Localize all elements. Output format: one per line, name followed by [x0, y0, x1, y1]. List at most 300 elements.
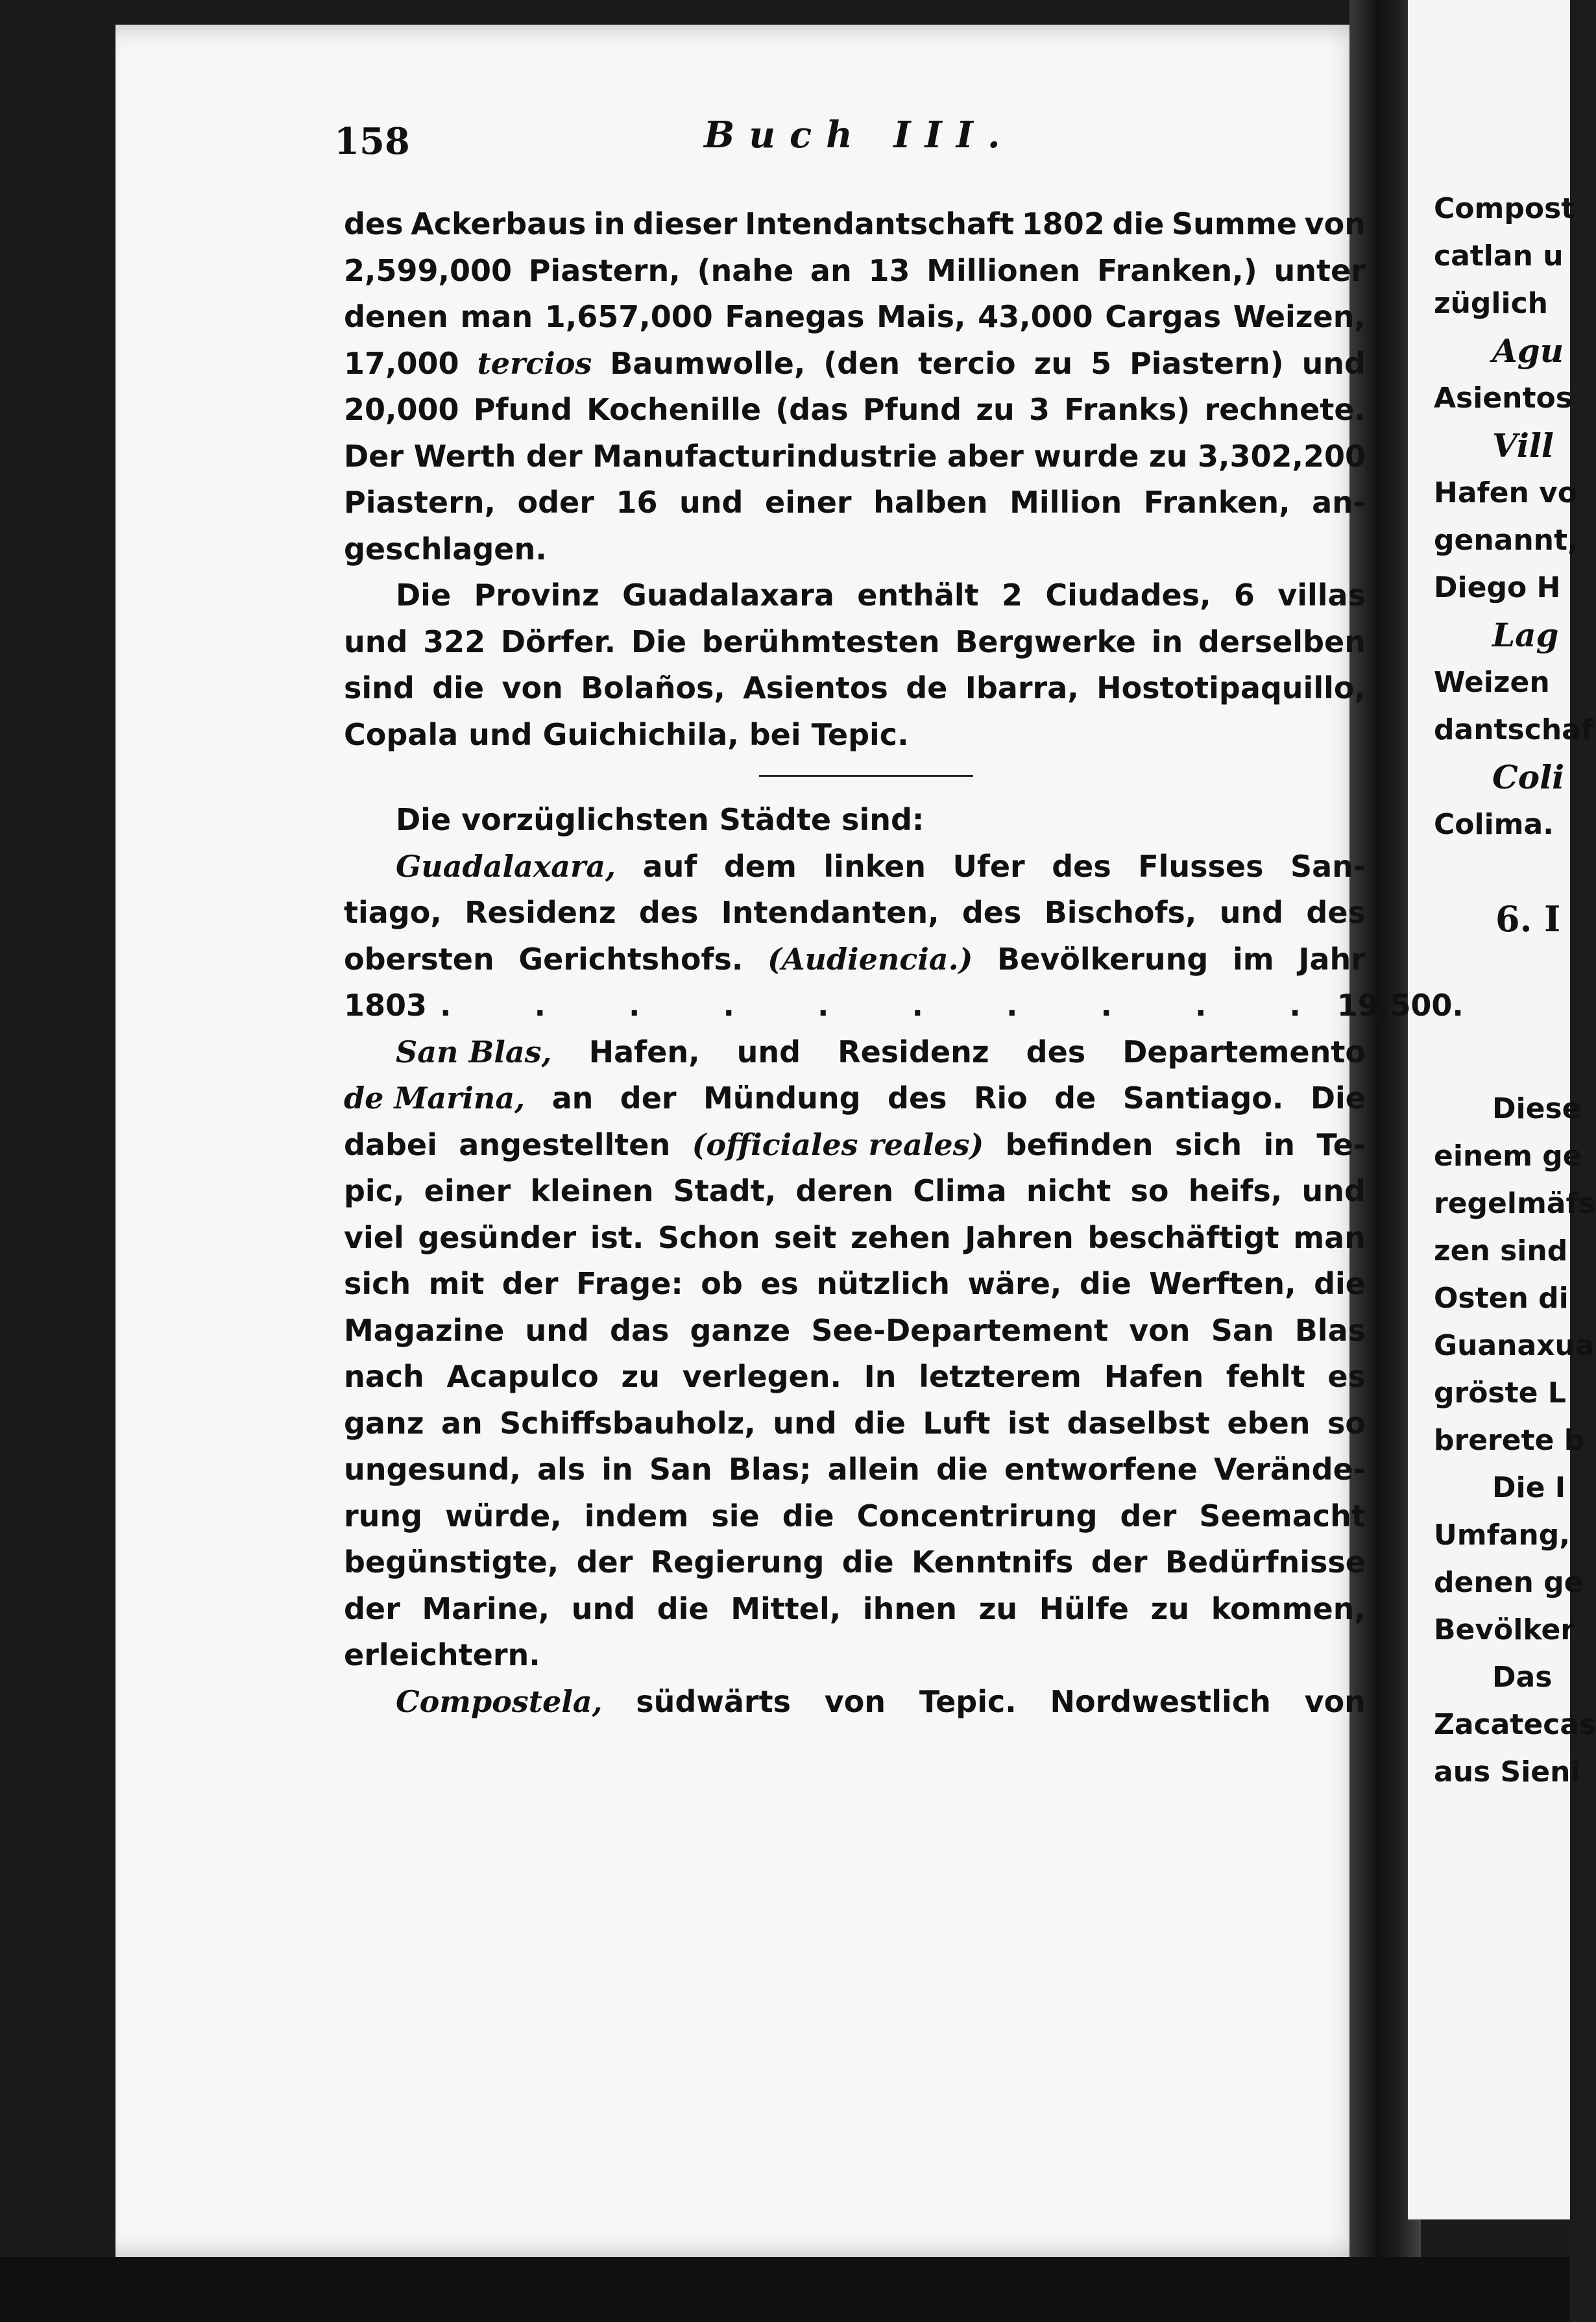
- word: Piastern,: [528, 252, 681, 288]
- word: de Marina,: [344, 1081, 526, 1116]
- word: Ufer: [952, 848, 1025, 884]
- text-line: erleichtern.: [344, 1637, 540, 1672]
- word: 2: [1002, 578, 1023, 613]
- text-line: [344, 201, 1366, 248]
- word: (nahe: [697, 252, 794, 288]
- word: auf: [642, 848, 697, 884]
- word: oder: [517, 485, 594, 520]
- place-name: San Blas,: [396, 1034, 552, 1069]
- right-text-line: Guanaxua: [1434, 1329, 1595, 1362]
- right-text-line: Osten di: [1434, 1282, 1569, 1315]
- word: die: [1314, 1266, 1366, 1301]
- right-text-line: Compost: [1434, 192, 1575, 225]
- text-line: [344, 572, 1366, 619]
- word: (Audiencia.): [768, 941, 973, 977]
- word: Bischofs,: [1044, 895, 1197, 930]
- word: Flusses: [1138, 848, 1264, 884]
- word: man: [1293, 1219, 1366, 1255]
- word: seit: [774, 1219, 837, 1255]
- right-text-line: catlan u: [1434, 239, 1564, 273]
- place-name: Compostela,: [396, 1683, 603, 1719]
- word: Dörfer.: [500, 624, 616, 659]
- word: sind: [344, 670, 415, 705]
- word: ob: [701, 1266, 743, 1301]
- text-line: [344, 248, 1366, 295]
- word: zehen: [850, 1219, 951, 1255]
- word: Ackerbaus: [411, 206, 586, 241]
- word: sich: [1174, 1127, 1242, 1162]
- word: Jahr: [1298, 941, 1366, 977]
- word: Blas: [1294, 1312, 1366, 1348]
- word: Santiago.: [1122, 1081, 1284, 1116]
- word: Franks): [1064, 392, 1191, 427]
- word: letzterem: [919, 1359, 1082, 1394]
- word: indem: [584, 1498, 689, 1534]
- word: des: [961, 895, 1022, 930]
- word: des: [888, 1081, 947, 1116]
- word: Hülfe: [1039, 1591, 1129, 1626]
- word: der: [344, 1591, 400, 1626]
- word: an: [810, 252, 852, 288]
- word: Mais,: [877, 299, 966, 334]
- word: und: [1219, 895, 1284, 930]
- word: Baumwolle,: [610, 345, 806, 381]
- word: der: [1091, 1545, 1148, 1580]
- word: heifs,: [1188, 1173, 1283, 1208]
- word: Hafen: [1104, 1359, 1204, 1394]
- text-line: geschlagen.: [344, 531, 547, 567]
- word: Luft: [923, 1405, 991, 1441]
- word: Asientos: [743, 670, 888, 705]
- word: in: [1151, 624, 1183, 659]
- word: beschäftigt: [1087, 1219, 1279, 1255]
- text-line: [344, 1029, 1366, 1076]
- word: aber: [947, 438, 1024, 474]
- word: begünstigte,: [344, 1545, 559, 1580]
- word: Frage:: [576, 1266, 683, 1301]
- word: Guadalaxara: [622, 578, 834, 613]
- word: 20,000: [344, 392, 459, 427]
- word: wäre,: [967, 1266, 1062, 1301]
- word: Manufacturindustrie: [592, 438, 937, 474]
- page-header: [334, 114, 1369, 178]
- right-text-line: zen sind: [1434, 1234, 1568, 1267]
- word: deren: [795, 1173, 894, 1208]
- word: der: [620, 1081, 677, 1116]
- word: wurde: [1034, 438, 1139, 474]
- word: rechnete.: [1204, 392, 1366, 427]
- word: Millionen: [926, 252, 1081, 288]
- word: 17,000: [344, 345, 459, 381]
- word: Verände-: [1213, 1452, 1366, 1487]
- word: Rio: [973, 1081, 1028, 1116]
- word: Schon: [657, 1219, 760, 1255]
- word: 13: [868, 252, 910, 288]
- word: die: [432, 670, 485, 705]
- word: und: [1301, 1173, 1366, 1208]
- word: der: [502, 1266, 559, 1301]
- right-text-line: Lag: [1492, 616, 1559, 654]
- text-line: [344, 1261, 1366, 1308]
- right-text-line: denen ge: [1434, 1566, 1584, 1599]
- word: Piastern): [1130, 345, 1284, 381]
- word: der: [526, 438, 583, 474]
- page-number: 158: [334, 120, 410, 163]
- word: eben: [1227, 1405, 1311, 1441]
- word: von: [824, 1683, 886, 1719]
- word: berühmtesten: [701, 624, 940, 659]
- word: die: [936, 1452, 988, 1487]
- right-text-line: Colima.: [1434, 808, 1554, 841]
- word: Stadt,: [673, 1173, 777, 1208]
- word: Te-: [1316, 1127, 1366, 1162]
- right-text-line: [1434, 848, 1590, 896]
- word: Ciudades,: [1045, 578, 1211, 613]
- word: das: [610, 1312, 670, 1348]
- word: 43,000: [978, 299, 1093, 334]
- word: In: [864, 1359, 897, 1394]
- word: die: [1079, 1266, 1131, 1301]
- word: der: [576, 1545, 633, 1580]
- word: ungesund,: [344, 1452, 521, 1487]
- text-line: [344, 890, 1366, 936]
- word: 1,657,000: [544, 299, 713, 334]
- right-text-line: Diego H: [1434, 571, 1561, 604]
- entry-guadalaxara: [344, 844, 1366, 983]
- text-line: [344, 1354, 1366, 1400]
- word: nach: [344, 1359, 424, 1394]
- right-text-line: Diese: [1492, 1092, 1582, 1125]
- word: an-: [1312, 485, 1366, 520]
- text-line: [344, 1447, 1366, 1493]
- word: Ibarra,: [965, 670, 1079, 705]
- word: Clima: [913, 1173, 1007, 1208]
- word: die: [854, 1405, 906, 1441]
- word: Blas;: [728, 1452, 812, 1487]
- paragraph-province: [344, 572, 1366, 712]
- right-text-line: Die I: [1492, 1471, 1566, 1504]
- right-text-line: Weizen: [1434, 666, 1550, 699]
- right-text-line: Bevölker: [1434, 1613, 1575, 1646]
- word: von: [502, 670, 563, 705]
- word: Marine,: [422, 1591, 550, 1626]
- text-line: [344, 665, 1366, 712]
- word: villas: [1277, 578, 1366, 613]
- place-name: Guadalaxara,: [396, 848, 616, 884]
- paragraph-agriculture: [344, 201, 1366, 526]
- word: und: [773, 1405, 837, 1441]
- word: de: [1054, 1081, 1096, 1116]
- right-text-line: aus Sieni: [1434, 1755, 1580, 1789]
- right-text-line: 6. I: [1495, 898, 1561, 940]
- text-line: [344, 1539, 1366, 1586]
- word: südwärts: [636, 1683, 791, 1719]
- word: an: [551, 1081, 594, 1116]
- right-text-line: brerete b: [1434, 1424, 1585, 1457]
- word: tiago,: [344, 895, 442, 930]
- word: Gerichtshofs.: [518, 941, 744, 977]
- word: Die: [396, 578, 452, 613]
- word: die: [782, 1498, 834, 1534]
- word: Cargas: [1105, 299, 1222, 334]
- word: (das: [775, 392, 849, 427]
- population-year: 1803: [344, 988, 428, 1023]
- word: zu: [1150, 1591, 1190, 1626]
- word: Fanegas: [725, 299, 865, 334]
- word: Residenz: [465, 895, 616, 930]
- word: in: [601, 1452, 633, 1487]
- right-text-line: [1434, 943, 1590, 990]
- word: Franken,: [1143, 485, 1290, 520]
- word: und: [679, 485, 744, 520]
- word: ganz: [344, 1405, 424, 1441]
- word: des: [638, 895, 699, 930]
- word: sie: [711, 1498, 760, 1534]
- word: Acapulco: [446, 1359, 599, 1394]
- word: Kochenille: [586, 392, 762, 427]
- word: Bedürfnisse: [1165, 1545, 1366, 1580]
- word: und: [736, 1034, 801, 1069]
- right-text-line: gröste L: [1434, 1376, 1566, 1410]
- text-line: Copala und Guichichila, bei Tepic.: [344, 716, 909, 752]
- text-line: [344, 341, 1366, 387]
- word: einer: [765, 485, 852, 520]
- word: zu: [1148, 438, 1188, 474]
- population-row: [344, 983, 1464, 1029]
- word: tercios: [477, 345, 592, 381]
- word: befinden: [1005, 1127, 1154, 1162]
- word: 2,599,000: [344, 252, 512, 288]
- right-page-text: [1434, 185, 1596, 1796]
- word: 5: [1091, 345, 1112, 381]
- word: kleinen: [530, 1173, 654, 1208]
- word: 1802: [1021, 206, 1105, 241]
- word: und: [1301, 345, 1366, 381]
- word: und: [571, 1591, 636, 1626]
- word: Nordwestlich: [1050, 1683, 1271, 1719]
- text-line: [344, 619, 1366, 666]
- word: Kenntnifs: [911, 1545, 1074, 1580]
- word: es: [1327, 1359, 1366, 1394]
- word: im: [1232, 941, 1274, 977]
- text-line: [344, 1308, 1366, 1354]
- word: gesünder: [418, 1219, 577, 1255]
- word: Summe: [1172, 206, 1297, 241]
- word: so: [1327, 1405, 1366, 1441]
- right-text-line: [1434, 1038, 1590, 1085]
- right-text-line: Asientos: [1434, 382, 1573, 415]
- word: Departemento: [1122, 1034, 1366, 1069]
- word: Regierung: [650, 1545, 825, 1580]
- word: Die: [1310, 1081, 1366, 1116]
- word: viel: [344, 1219, 404, 1255]
- right-text-line: regelmäfs: [1434, 1187, 1595, 1220]
- word: Bergwerke: [955, 624, 1136, 659]
- word: Pfund: [862, 392, 962, 427]
- word: Die: [631, 624, 687, 659]
- word: sich: [344, 1266, 411, 1301]
- word: daselbst: [1067, 1405, 1211, 1441]
- word: des: [344, 206, 404, 241]
- word: 3: [1029, 392, 1050, 427]
- word: 3,302,200: [1197, 438, 1366, 474]
- word: als: [537, 1452, 586, 1487]
- word: Tepic.: [919, 1683, 1017, 1719]
- word: enthält: [857, 578, 979, 613]
- word: mit: [428, 1266, 485, 1301]
- word: und: [344, 624, 408, 659]
- right-text-line: dantschaf: [1434, 713, 1593, 746]
- cities-heading: Die vorzüglichsten Städte sind:: [396, 802, 925, 837]
- word: de: [906, 670, 948, 705]
- word: Bolaños,: [581, 670, 725, 705]
- word: San: [649, 1452, 712, 1487]
- text-line: [344, 480, 1366, 526]
- word: Franken,): [1097, 252, 1257, 288]
- word: dabei: [344, 1127, 437, 1162]
- word: See-Departement: [811, 1312, 1109, 1348]
- word: halben: [873, 485, 988, 520]
- word: allein: [827, 1452, 920, 1487]
- word: linken: [823, 848, 926, 884]
- word: ganze: [690, 1312, 791, 1348]
- word: von: [1304, 1683, 1366, 1719]
- right-text-line: Vill: [1492, 426, 1554, 465]
- word: Residenz: [838, 1034, 989, 1069]
- word: die: [1112, 206, 1165, 241]
- word: der: [1120, 1498, 1177, 1534]
- word: von: [1304, 206, 1366, 241]
- word: Hafen,: [588, 1034, 700, 1069]
- population-value: 19,500.: [1336, 988, 1464, 1023]
- text-line: [344, 936, 1366, 983]
- right-text-line: Zacatecas: [1434, 1708, 1596, 1741]
- word: Bevölkerung: [997, 941, 1209, 977]
- word: so: [1130, 1173, 1169, 1208]
- word: verlegen.: [682, 1359, 841, 1394]
- right-text-line: einem ge: [1434, 1140, 1582, 1173]
- word: Piastern,: [344, 485, 496, 520]
- word: Pfund: [473, 392, 572, 427]
- word: obersten: [344, 941, 494, 977]
- word: Schiffsbauholz,: [500, 1405, 756, 1441]
- word: Seemacht: [1199, 1498, 1366, 1534]
- right-text-line: [1434, 990, 1590, 1038]
- word: Intendanten,: [721, 895, 939, 930]
- right-text-line: Agu: [1492, 332, 1564, 370]
- word: ihnen: [862, 1591, 958, 1626]
- word: unter: [1274, 252, 1366, 288]
- word: zu: [976, 392, 1015, 427]
- word: Werth: [413, 438, 516, 474]
- right-text-line: Umfang,: [1434, 1519, 1570, 1552]
- word: entworfene: [1004, 1452, 1198, 1487]
- word: (officiales reales): [692, 1127, 984, 1162]
- word: Jahren: [965, 1219, 1074, 1255]
- text-line: [344, 294, 1366, 341]
- word: Concentrirung: [856, 1498, 1098, 1534]
- word: dieser: [633, 206, 738, 241]
- text-line: [344, 1215, 1366, 1262]
- right-text-line: Hafen vo: [1434, 476, 1578, 509]
- word: zu: [978, 1591, 1018, 1626]
- text-line: [344, 1493, 1366, 1540]
- word: rung: [344, 1498, 423, 1534]
- word: nicht: [1026, 1173, 1111, 1208]
- word: Der: [344, 438, 404, 474]
- text-line: [344, 1400, 1366, 1447]
- word: Weizen,: [1233, 299, 1366, 334]
- text-line: [344, 844, 1366, 890]
- word: 6: [1233, 578, 1255, 613]
- word: Werften,: [1149, 1266, 1296, 1301]
- word: zu: [1034, 345, 1073, 381]
- word: zu: [621, 1359, 660, 1394]
- text-line: [344, 1122, 1366, 1169]
- word: des: [1026, 1034, 1086, 1069]
- word: (den: [823, 345, 901, 381]
- word: derselben: [1198, 624, 1366, 659]
- text-line: [344, 387, 1366, 434]
- word: denen: [344, 299, 448, 334]
- word: an: [441, 1405, 483, 1441]
- leader-dots: . . . . . . . . . .: [440, 988, 1337, 1023]
- word: tercio: [918, 345, 1016, 381]
- entry-compostela: [344, 1679, 1366, 1726]
- word: 322: [423, 624, 486, 659]
- word: ist: [1007, 1405, 1050, 1441]
- bottom-shadow: [0, 2257, 1570, 2322]
- word: einer: [424, 1173, 511, 1208]
- word: und: [525, 1312, 589, 1348]
- text-line: [344, 1679, 1366, 1726]
- word: San: [1211, 1312, 1274, 1348]
- word: Mittel,: [731, 1591, 841, 1626]
- right-text-line: Das: [1492, 1661, 1553, 1694]
- word: die: [841, 1545, 894, 1580]
- word: angestellten: [459, 1127, 671, 1162]
- word: fehlt: [1226, 1359, 1305, 1394]
- word: die: [657, 1591, 709, 1626]
- word: 16: [616, 485, 658, 520]
- word: in: [594, 206, 625, 241]
- word: des: [1306, 895, 1366, 930]
- word: Provinz: [474, 578, 599, 613]
- entry-san-blas: [344, 1029, 1366, 1633]
- right-text-line: züglich: [1434, 287, 1548, 320]
- word: pic,: [344, 1173, 405, 1208]
- word: San-: [1290, 848, 1366, 884]
- word: von: [1129, 1312, 1191, 1348]
- word: des: [1052, 848, 1111, 884]
- text-line: [344, 1168, 1366, 1215]
- word: Intendantschaft: [745, 206, 1015, 241]
- word: ist.: [590, 1219, 644, 1255]
- word: Mündung: [703, 1081, 861, 1116]
- right-text-line: Coli: [1492, 758, 1565, 796]
- word: in: [1263, 1127, 1296, 1162]
- word: Hostotipaquillo,: [1096, 670, 1366, 705]
- word: es: [760, 1266, 799, 1301]
- word: kommen,: [1211, 1591, 1366, 1626]
- word: Million: [1010, 485, 1122, 520]
- text-line: [344, 1586, 1366, 1633]
- text-line: [344, 434, 1366, 480]
- text-line: [344, 1075, 1366, 1122]
- section-divider: [344, 771, 1366, 797]
- word: man: [460, 299, 533, 334]
- running-head: Buch III.: [704, 114, 1015, 156]
